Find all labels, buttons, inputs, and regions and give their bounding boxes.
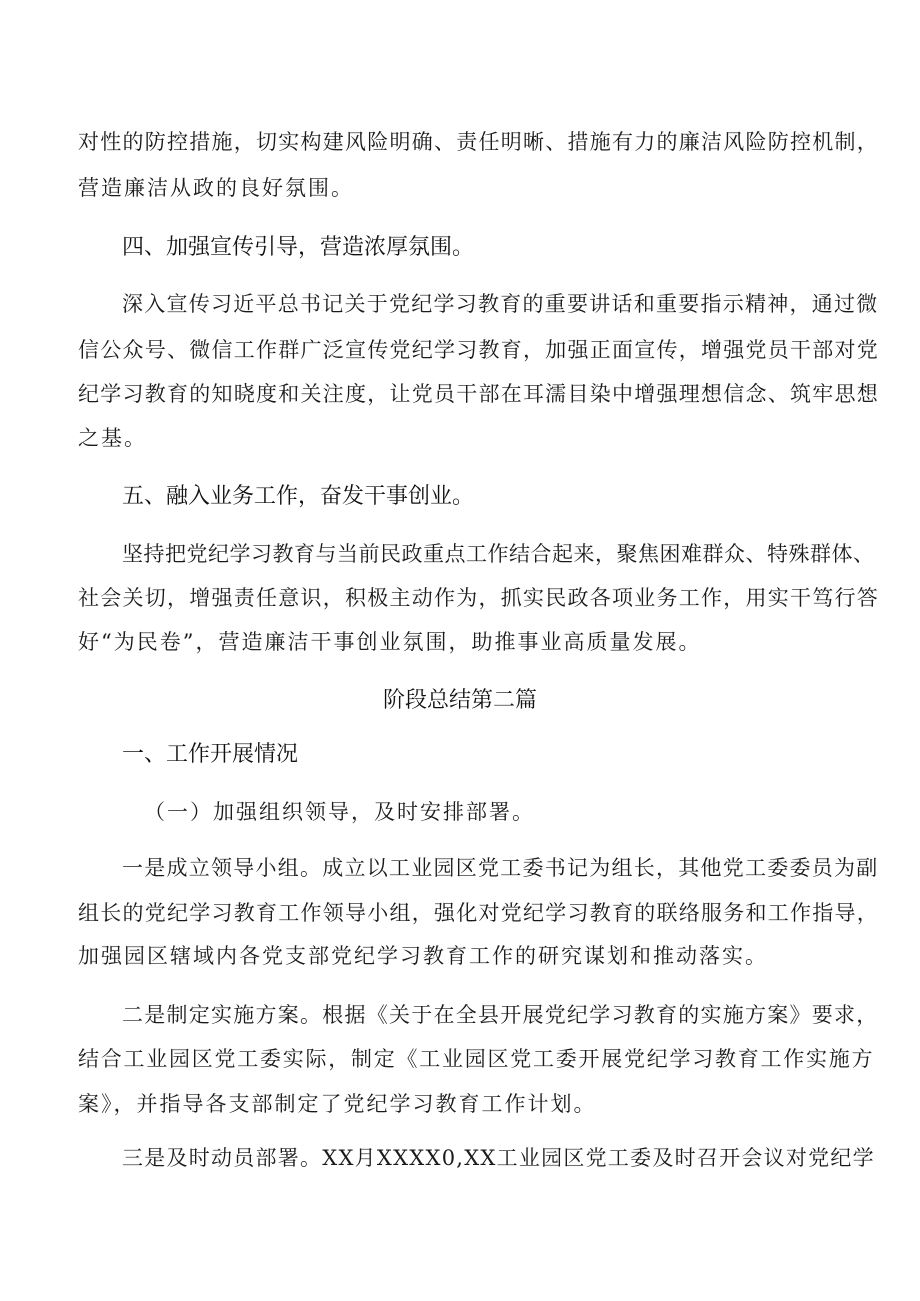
paragraph-intro-line-2: 营造廉洁从政的良好氛围。 <box>78 176 354 200</box>
heading-work-progress: 一、工作开展情况 <box>122 742 299 767</box>
heading-integrate-business: 五、融入业务工作，奋发干事创业。 <box>122 484 475 509</box>
paragraph-plan-line-1: 二是制定实施方案。根据《关于在全县开展党纪学习教育的实施方案》要求， <box>122 1003 879 1027</box>
paragraph-business-line-3: 好“为民卷”，营造廉洁干事创业氛围，助推事业高质量发展。 <box>78 630 702 654</box>
paragraph-intro-line-1: 对性的防控措施，切实构建风险明确、责任明晰、措施有力的廉洁风险防控机制， <box>78 130 879 154</box>
paragraph-publicity-line-2: 信公众号、微信工作群广泛宣传党纪学习教育，加强正面宣传，增强党员干部对党 <box>78 338 879 362</box>
paragraph-mobilization-line-1: 三是及时动员部署。XX月XXXX0,XX工业园区党工委及时召开会议对党纪学 <box>122 1146 875 1170</box>
paragraph-business-line-1: 坚持把党纪学习教育与当前民政重点工作结合起来，聚焦困难群众、特殊群体、 <box>122 542 875 566</box>
paragraph-leading-group-line-3: 加强园区辖域内各党支部党纪学习教育工作的研究谋划和推动落实。 <box>78 944 768 968</box>
paragraph-business-line-2: 社会关切，增强责任意识，积极主动作为，抓实民政各项业务工作，用实干笃行答 <box>78 586 879 610</box>
paragraph-publicity-line-1: 深入宣传习近平总书记关于党纪学习教育的重要讲话和重要指示精神，通过微 <box>122 292 879 316</box>
paragraph-publicity-line-3: 纪学习教育的知晓度和关注度，让党员干部在耳濡目染中增强理想信念、筑牢思想 <box>78 382 879 406</box>
paragraph-leading-group-line-2: 组长的党纪学习教育工作领导小组，强化对党纪学习教育的联络服务和工作指导， <box>78 901 879 925</box>
paragraph-leading-group-line-1: 一是成立领导小组。成立以工业园区党工委书记为组长，其他党工委委员为副 <box>122 856 879 880</box>
paragraph-publicity-line-4: 之基。 <box>78 426 147 450</box>
paragraph-plan-line-3: 案》，并指导各支部制定了党纪学习教育工作计划。 <box>78 1092 597 1116</box>
heading-strengthen-publicity: 四、加强宣传引导，营造浓厚氛围。 <box>122 235 475 260</box>
subheading-organization: （一）加强组织领导，及时安排部署。 <box>144 800 535 824</box>
paragraph-plan-line-2: 结合工业园区党工委实际，制定《工业园区党工委开展党纪学习教育工作实施方 <box>78 1047 875 1071</box>
section-title: 阶段总结第二篇 <box>382 688 537 713</box>
